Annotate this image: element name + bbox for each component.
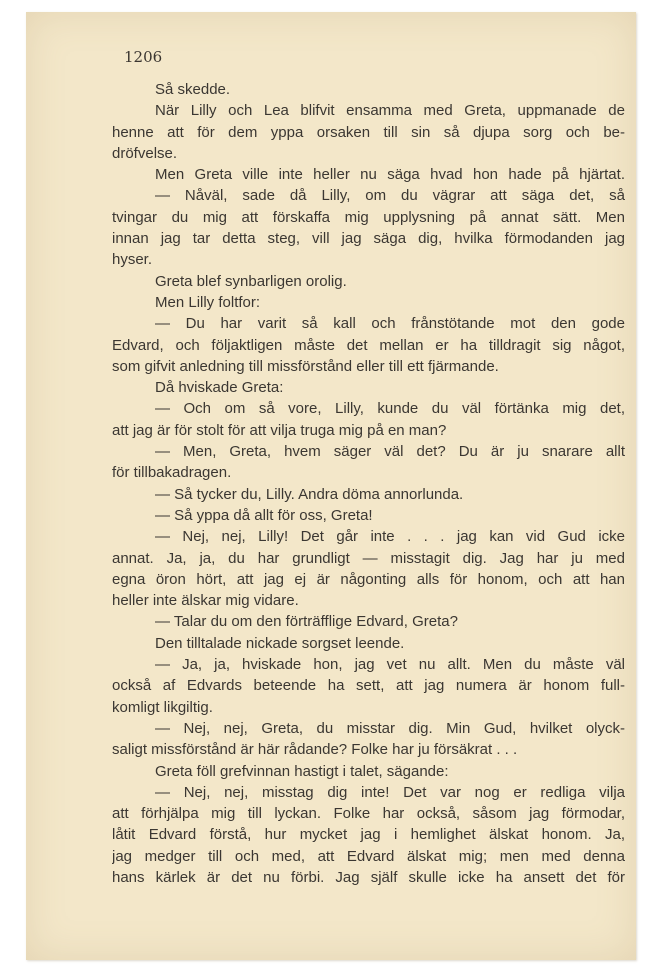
text-line: — Och om så vore, Lilly, kunde du väl förtänka mig det, bbox=[155, 400, 625, 418]
text-line: Greta föll grefvinnan hastigt i talet, sägande: bbox=[155, 762, 449, 780]
text-line: Men Greta ville inte heller nu säga hvad hon hade på hjärtat. bbox=[155, 166, 625, 184]
text-line: — Så yppa då allt för oss, Greta! bbox=[155, 506, 373, 524]
text-line: Då hviskade Greta: bbox=[155, 379, 284, 397]
text-line: dröfvelse. bbox=[112, 144, 178, 162]
text-line: — Du har varit så kall och frånstötande mot den gode bbox=[155, 315, 625, 333]
text-line: — Ja, ja, hviskade hon, jag vet nu allt. Men du måste väl bbox=[155, 656, 625, 674]
text-line: — Nej, nej, misstag dig inte! Det var nog er redliga vilja bbox=[155, 783, 625, 801]
book-page bbox=[26, 12, 636, 960]
page-number: 1206 bbox=[124, 48, 163, 66]
text-line: egna öron hört, att jag ej är någonting alls för honom, och att han bbox=[112, 570, 625, 588]
text-line: saligt missförstånd är här rådande? Folke har ju försäkrat . . . bbox=[112, 741, 518, 759]
text-line: innan jag tar detta steg, vill jag säga dig, hvilka förmodanden jag bbox=[112, 230, 625, 248]
text-line: komligt likgiltig. bbox=[112, 698, 213, 716]
text-line: tvingar du mig att förskaffa mig upplysning på annat sätt. Men bbox=[112, 208, 625, 226]
text-line: Greta blef synbarligen orolig. bbox=[155, 272, 347, 290]
text-line: som gifvit anledning till missförstånd eller till ett fjärmande. bbox=[112, 357, 499, 375]
page-body-text bbox=[112, 79, 625, 888]
text-line: — Nej, nej, Greta, du misstar dig. Min Gud, hvilket olyck- bbox=[155, 719, 625, 737]
text-line: hans kärlek är det nu förbi. Jag själf skulle icke ha ansett det för bbox=[112, 868, 625, 886]
text-line: låtit Edvard förstå, hur mycket jag i hemlighet älskat honom. Ja, bbox=[112, 826, 625, 844]
text-line: hyser. bbox=[112, 251, 153, 269]
text-line: Så skedde. bbox=[155, 81, 231, 98]
text-line: Men Lilly foltfor: bbox=[155, 293, 261, 311]
text-line: annat. Ja, ja, du har grundligt — misstagit dig. Jag har ju med bbox=[112, 549, 625, 567]
text-line: — Nåväl, sade då Lilly, om du vägrar att säga det, så bbox=[155, 187, 625, 205]
text-line: — Nej, nej, Lilly! Det går inte . . . jag kan vid Gud icke bbox=[155, 528, 625, 546]
text-line: henne att för dem yppa orsaken till sin så djupa sorg och be- bbox=[112, 123, 625, 141]
text-line: — Talar du om den förträfflige Edvard, Greta? bbox=[155, 613, 458, 631]
text-line: heller inte älskar mig vidare. bbox=[112, 592, 299, 610]
text-line: — Men, Greta, hvem säger väl det? Du är ju snarare allt bbox=[155, 443, 625, 461]
text-line: Edvard, och följaktligen måste det mellan er ha tilldragit sig något, bbox=[112, 336, 625, 354]
text-line: — Så tycker du, Lilly. Andra döma annorlunda. bbox=[155, 485, 464, 503]
text-line: När Lilly och Lea blifvit ensamma med Greta, uppmanade de bbox=[155, 102, 625, 120]
text-line: att förhjälpa mig till lyckan. Folke har också, såsom jag förmodar, bbox=[112, 805, 625, 823]
text-line: också af Edvards beteende ha sett, att jag numera är honom full- bbox=[112, 677, 625, 695]
text-line: för tillbakadragen. bbox=[112, 464, 232, 482]
text-line: att jag är för stolt för att vilja truga mig på en man? bbox=[112, 421, 447, 439]
text-line: jag medger till och med, att Edvard älskat mig; men med denna bbox=[112, 847, 625, 865]
text-line: Den tilltalade nickade sorgset leende. bbox=[155, 634, 405, 652]
